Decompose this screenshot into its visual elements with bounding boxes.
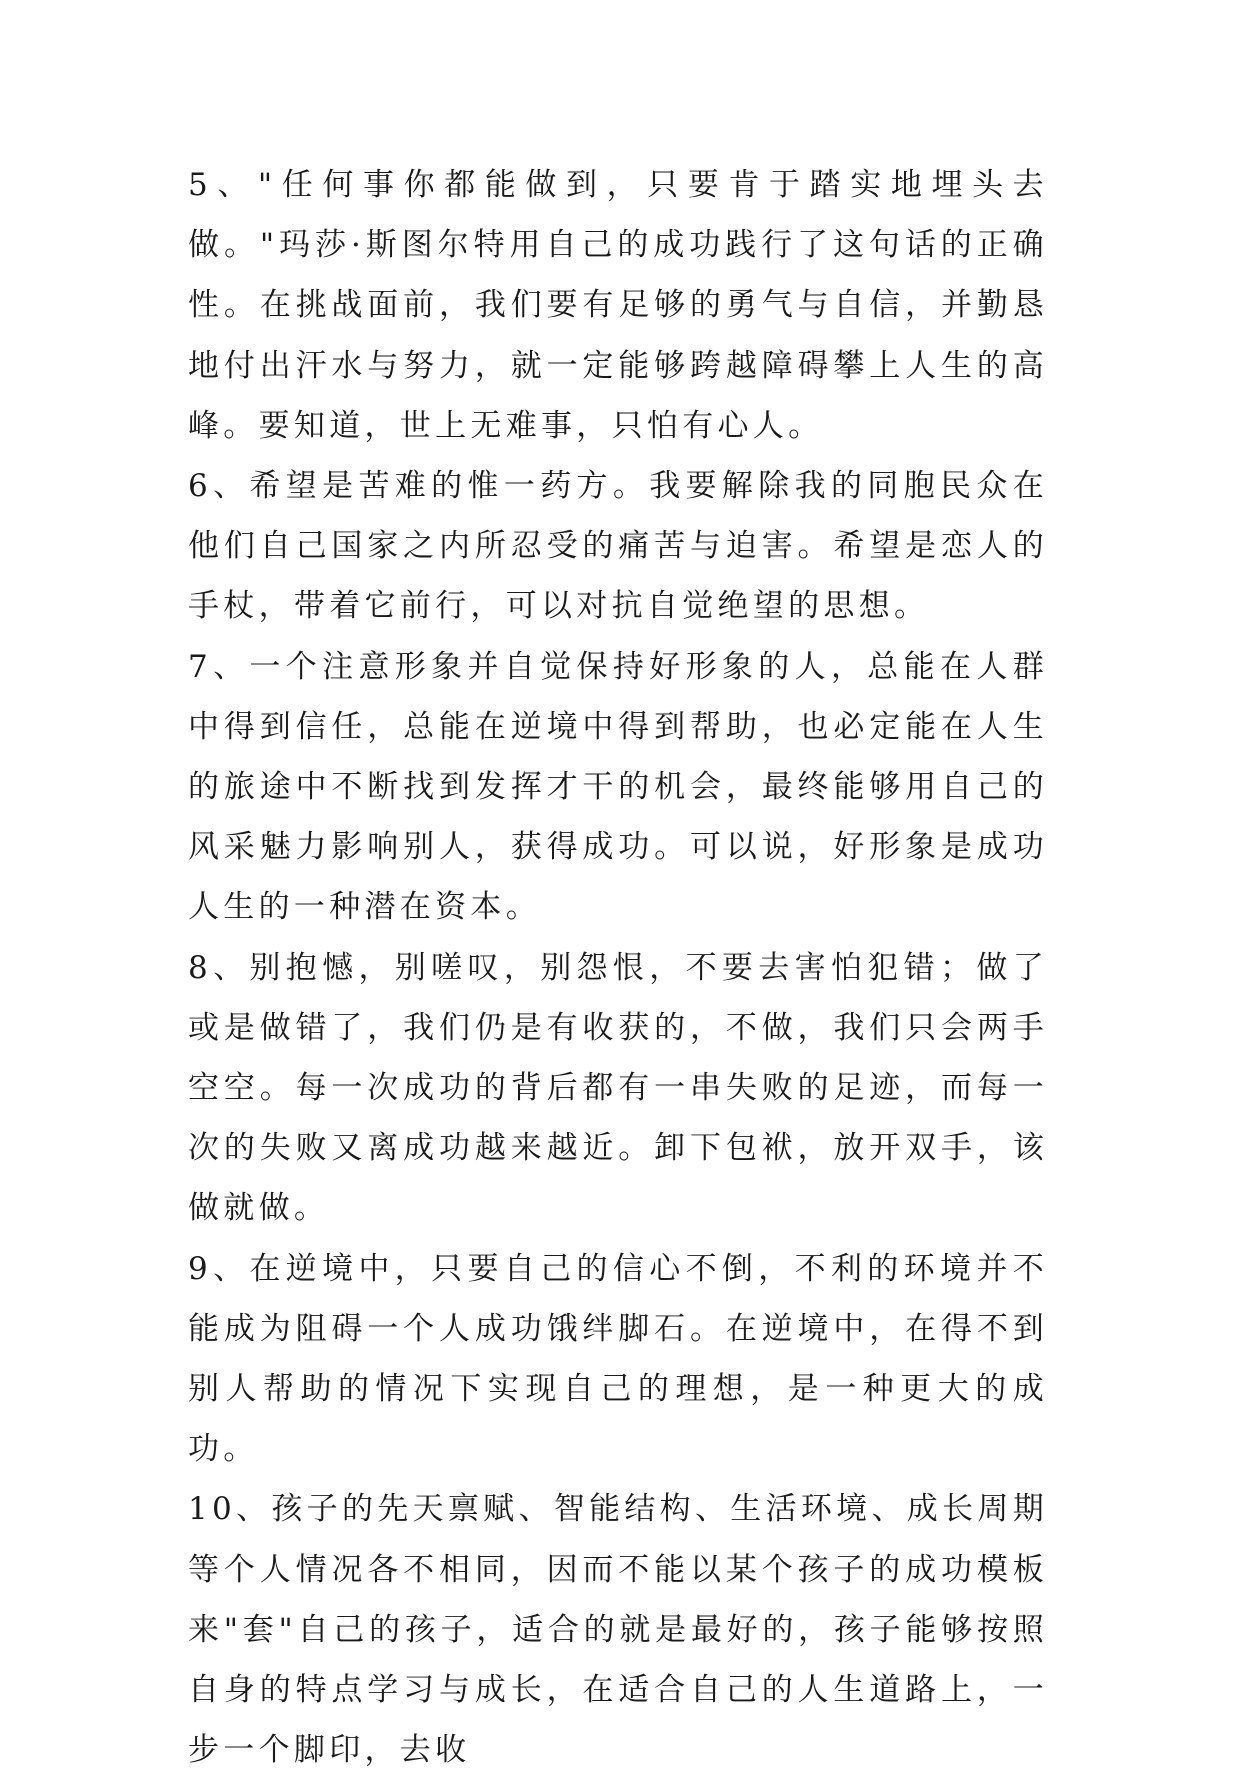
paragraph-7: 7、一个注意形象并自觉保持好形象的人，总能在人群中得到信任，总能在逆境中得到帮助，也必定能在人生的旅途中不断找到发挥才干的机会，最终能够用自己的风采魅力影响别人，获得成功。可以说，好形象是成功人生的一种潜在资本。 <box>188 648 1048 926</box>
paragraph-6: 6、希望是苦难的惟一药方。我要解除我的同胞民众在他们自己国家之内所忍受的痛苦与迫害。希望是恋人的手杖，带着它前行，可以对抗自觉绝望的思想。 <box>188 468 1048 625</box>
paragraph-5: 5、"任何事你都能做到，只要肯于踏实地埋头去做。"玛莎·斯图尔特用自己的成功践行了这句话的正确性。在挑战面前，我们要有足够的勇气与自信，并勤恳地付出汗水与努力，就一定能够跨越障碍攀上人生的高峰。要知道，世上无难事，只怕有心人。 <box>188 167 1048 444</box>
paragraph-9: 9、在逆境中，只要自己的信心不倒，不利的环境并不能成为阻碍一个人成功饿绊脚石。在逆境中，在得不到别人帮助的情况下实现自己的理想，是一种更大的成功。 <box>188 1250 1048 1468</box>
document-body <box>188 155 1048 1780</box>
paragraph-8: 8、别抱憾，别嗟叹，别怨恨，不要去害怕犯错；做了或是做错了，我们仍是有收获的，不做，我们只会两手空空。每一次成功的背后都有一串失败的足迹，而每一次的失败又离成功越来越近。卸下包袱，放开双手，该做就做。 <box>188 949 1048 1227</box>
paragraph-10: 10、孩子的先天禀赋、智能结构、生活环境、成长周期等个人情况各不相同，因而不能以某个孩子的成功模板来"套"自己的孩子，适合的就是最好的，孩子能够按照自身的特点学习与成长，在适合自己的人生道路上，一步一个脚印，去收 <box>188 1491 1048 1769</box>
